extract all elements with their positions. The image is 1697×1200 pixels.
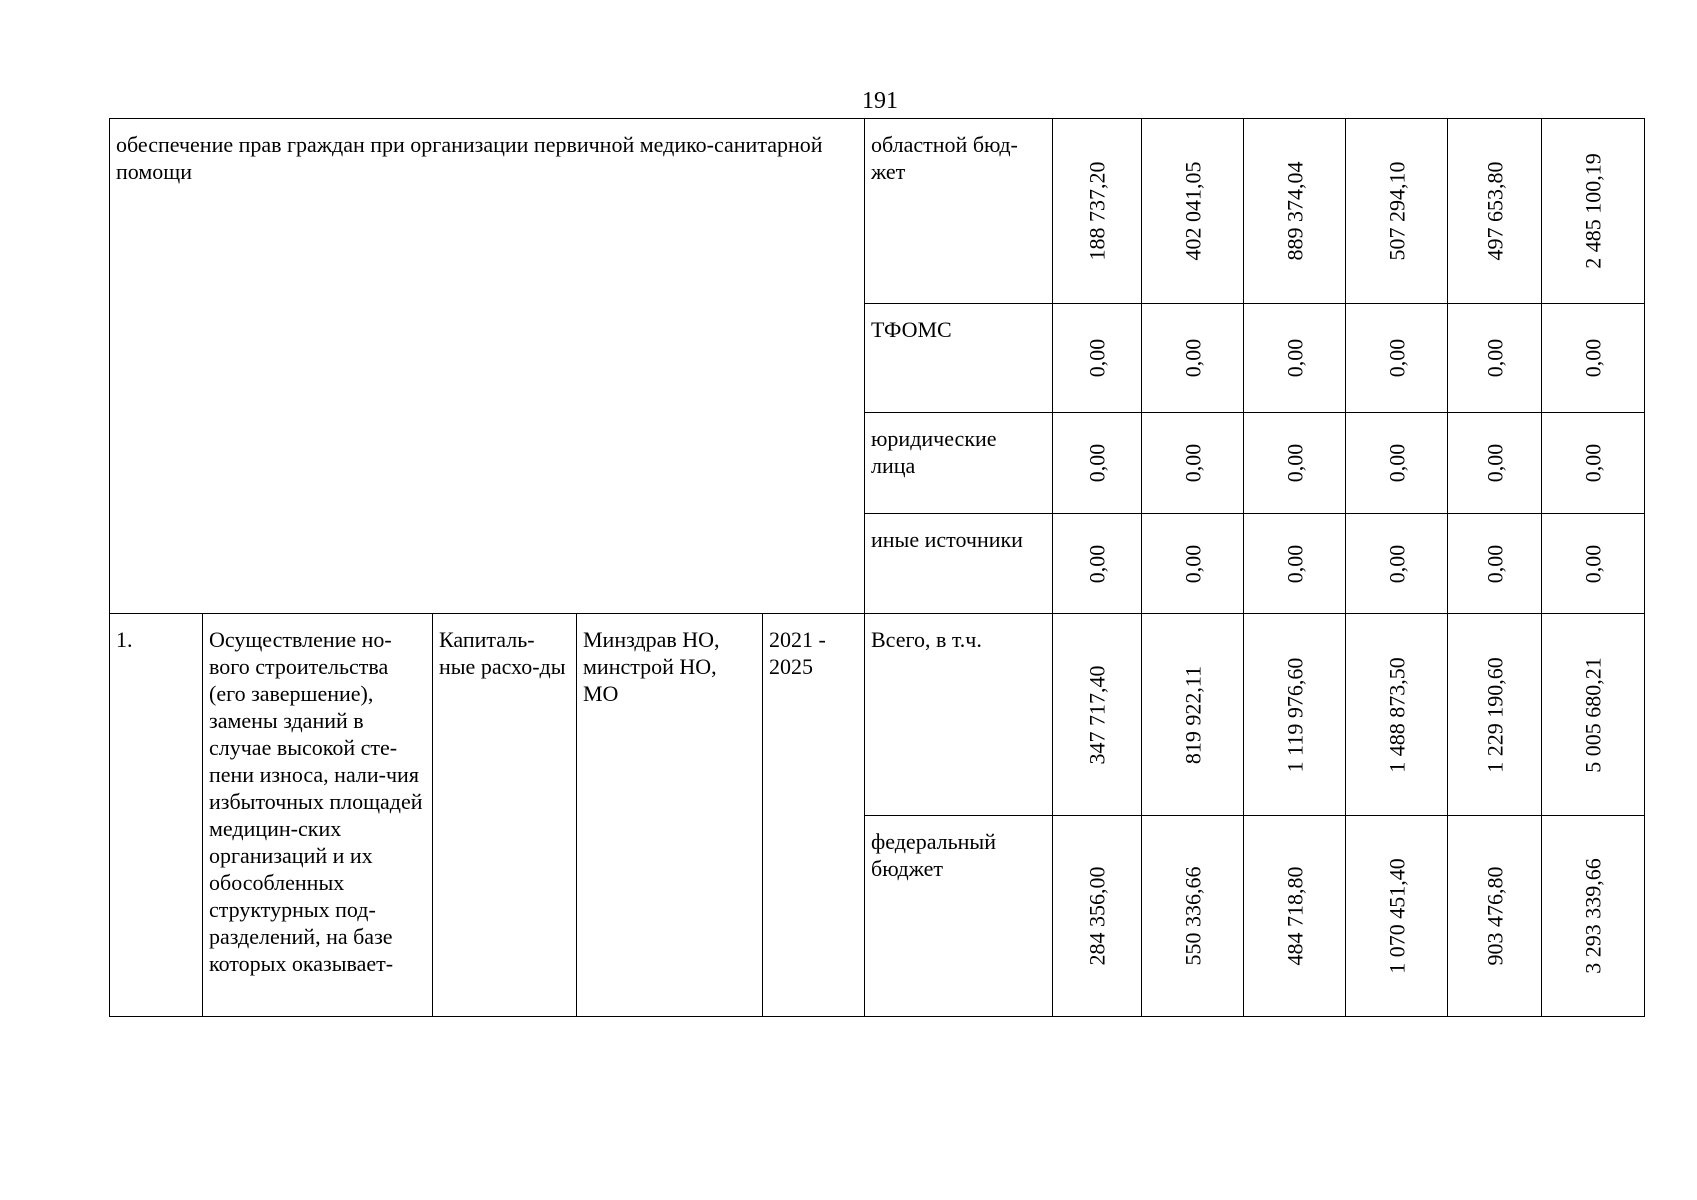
value-cell [1542, 119, 1645, 304]
value-cell [1448, 514, 1542, 614]
value-cell [1053, 119, 1142, 304]
value: 903 476,80 [1482, 866, 1507, 966]
value: 1 070 451,40 [1384, 858, 1409, 974]
table-row [110, 614, 1645, 816]
measure-description-cell [110, 119, 865, 614]
funding-source-cell [865, 119, 1053, 304]
value-cell [1346, 304, 1448, 413]
value: 402 041,05 [1180, 161, 1205, 261]
value-cell [1448, 614, 1542, 816]
value-cell [1346, 514, 1448, 614]
funding-source-cell [865, 816, 1053, 1017]
value-cell [1448, 413, 1542, 514]
value-cell [1346, 119, 1448, 304]
value-cell [1542, 514, 1645, 614]
value: 0,00 [1084, 338, 1110, 378]
value: 0,00 [1084, 544, 1110, 583]
funding-source: Всего, в т.ч. [871, 627, 982, 652]
executor-cell [577, 614, 763, 1017]
value-cell [1053, 514, 1142, 614]
value: 0,00 [1282, 443, 1307, 483]
value-cell [1346, 413, 1448, 514]
value-cell [1244, 304, 1346, 413]
value-cell [1244, 413, 1346, 514]
value: 0,00 [1282, 338, 1307, 378]
table-row [110, 119, 1645, 304]
value: 0,00 [1482, 338, 1507, 378]
value-cell [1244, 514, 1346, 614]
value: 0,00 [1384, 544, 1409, 583]
value: 0,00 [1180, 443, 1205, 483]
total-value: 0,00 [1580, 443, 1606, 483]
funding-source: юридические лица [871, 426, 997, 478]
value: 0,00 [1084, 443, 1110, 483]
item-number: 1. [116, 627, 133, 652]
value: 819 922,11 [1180, 665, 1205, 764]
expense-type-cell [433, 614, 577, 1017]
value: 507 294,10 [1384, 161, 1409, 261]
value-cell [1244, 119, 1346, 304]
funding-source: областной бюд-жет [871, 132, 1018, 184]
funding-source: иные источники [871, 527, 1023, 552]
value-cell [1448, 119, 1542, 304]
period: 2021 - 2025 [769, 627, 826, 679]
total-value: 5 005 680,21 [1580, 656, 1606, 773]
total-value: 0,00 [1580, 544, 1606, 583]
item-name: Осуществление но-вого строительства (его завершение), замены зданий в случае высокой сте-пени износа, нали-чия избыточных площадей медицин-ских организаций и их обособленных структурных под-разделений, на базе которых оказывает- [209, 627, 423, 976]
value: 0,00 [1180, 338, 1205, 378]
funding-source-cell [865, 304, 1053, 413]
value: 188 737,20 [1084, 161, 1110, 261]
measure-description: обеспечение прав граждан при организации первичной медико-санитарной помощи [116, 132, 823, 184]
funding-source-cell [865, 514, 1053, 614]
funding-source-cell [865, 614, 1053, 816]
budget-table [109, 118, 1645, 1017]
value: 0,00 [1482, 544, 1507, 583]
funding-source-cell [865, 413, 1053, 514]
value: 0,00 [1482, 443, 1507, 483]
value: 0,00 [1384, 338, 1409, 378]
item-name-cell [203, 614, 433, 1017]
value: 889 374,04 [1282, 161, 1307, 261]
total-value: 0,00 [1580, 338, 1606, 378]
value: 0,00 [1180, 544, 1205, 583]
value-cell [1142, 304, 1244, 413]
value-cell [1542, 413, 1645, 514]
value: 1 488 873,50 [1384, 656, 1409, 773]
funding-source: федеральный бюджет [871, 829, 996, 881]
value-cell [1542, 304, 1645, 413]
expense-type: Капиталь-ные расхо-ды [439, 627, 566, 679]
value-cell [1053, 614, 1142, 816]
total-value: 2 485 100,19 [1580, 153, 1606, 269]
value: 1 119 976,60 [1282, 657, 1307, 772]
value: 484 718,80 [1282, 866, 1307, 966]
funding-source: ТФОМС [871, 317, 952, 342]
value-cell [1346, 816, 1448, 1017]
value: 550 336,66 [1180, 866, 1205, 966]
value-cell [1142, 514, 1244, 614]
value-cell [1244, 816, 1346, 1017]
period-cell [763, 614, 865, 1017]
value-cell [1448, 816, 1542, 1017]
value-cell [1142, 119, 1244, 304]
value-cell [1346, 614, 1448, 816]
value: 0,00 [1282, 544, 1307, 583]
executor: Минздрав НО, минстрой НО, МО [583, 627, 720, 706]
value-cell [1542, 614, 1645, 816]
value-cell [1142, 413, 1244, 514]
value: 497 653,80 [1482, 161, 1507, 261]
total-value: 3 293 339,66 [1580, 858, 1606, 974]
value-cell [1053, 304, 1142, 413]
value-cell [1142, 816, 1244, 1017]
page-number: 191 [862, 88, 898, 114]
value: 0,00 [1384, 443, 1409, 483]
value-cell [1448, 304, 1542, 413]
value-cell [1053, 413, 1142, 514]
value-cell [1053, 816, 1142, 1017]
item-number-cell [110, 614, 203, 1017]
value: 1 229 190,60 [1482, 656, 1507, 773]
value: 284 356,00 [1084, 866, 1110, 966]
value: 347 717,40 [1084, 665, 1110, 764]
value-cell [1244, 614, 1346, 816]
value-cell [1142, 614, 1244, 816]
value-cell [1542, 816, 1645, 1017]
